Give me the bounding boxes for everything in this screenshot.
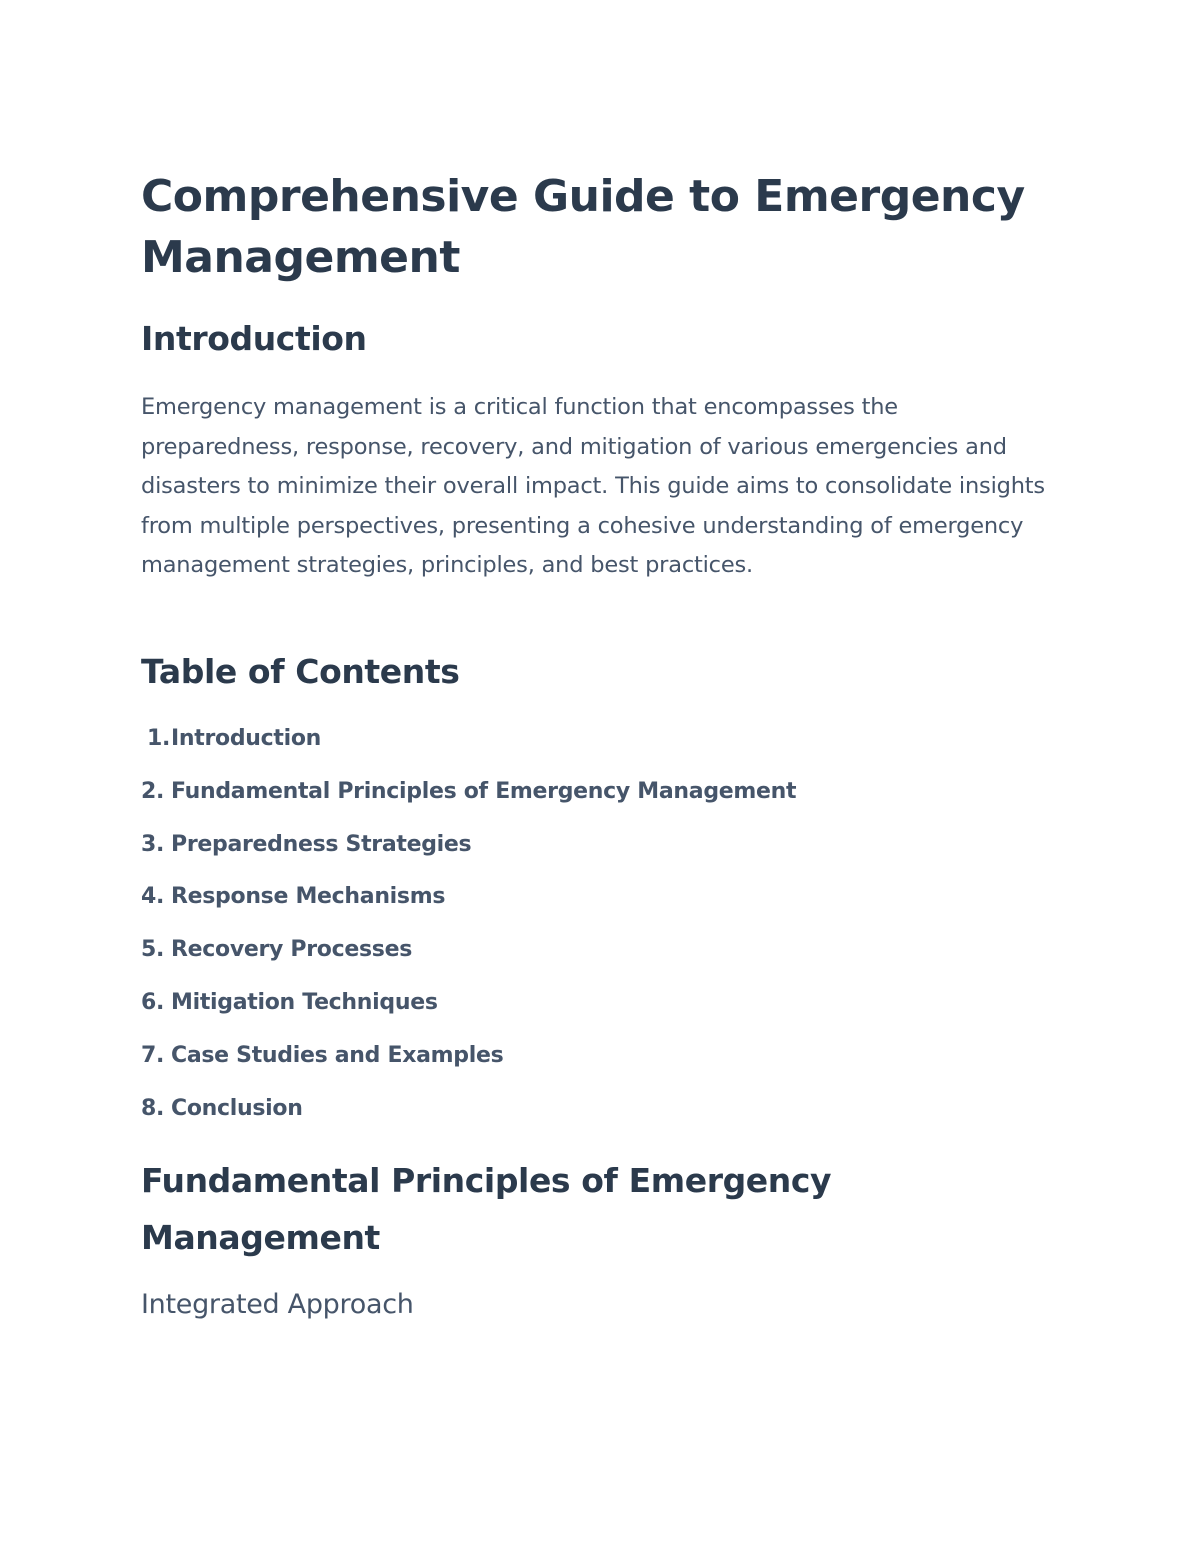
fundamental-principles-heading: Fundamental Principles of Emergency Management	[141, 1161, 832, 1257]
toc-item-number: 6.	[141, 989, 165, 1015]
table-of-contents	[141, 719, 796, 1141]
toc-item-conclusion[interactable]	[141, 1089, 796, 1142]
toc-item-label: Case Studies and Examples	[171, 1042, 504, 1068]
toc-item-number: 4.	[141, 884, 165, 910]
toc-item-number: 5.	[141, 937, 165, 963]
toc-item-recovery[interactable]	[141, 930, 796, 983]
toc-item-number: 3.	[141, 831, 165, 857]
integrated-approach-subheading: Integrated Approach	[141, 1289, 414, 1320]
toc-item-label: Introduction	[171, 726, 322, 751]
toc-item-label: Response Mechanisms	[171, 884, 446, 910]
toc-item-response[interactable]	[141, 877, 796, 930]
toc-item-preparedness[interactable]	[141, 825, 796, 878]
page-title: Comprehensive Guide to Emergency Management	[141, 171, 1025, 283]
toc-item-number: 7.	[141, 1042, 165, 1068]
toc-heading: Table of Contents	[141, 652, 460, 691]
toc-item-label: Mitigation Techniques	[171, 989, 438, 1015]
toc-item-label: Preparedness Strategies	[171, 831, 472, 857]
toc-item-number: 8.	[141, 1095, 165, 1121]
toc-item-introduction[interactable]	[141, 719, 796, 772]
introduction-heading: Introduction	[141, 319, 367, 358]
toc-item-number: 2.	[141, 778, 165, 804]
toc-item-label: Fundamental Principles of Emergency Management	[171, 778, 797, 804]
toc-item-mitigation[interactable]	[141, 983, 796, 1036]
toc-item-label: Recovery Processes	[171, 937, 412, 963]
toc-item-case-studies[interactable]	[141, 1036, 796, 1089]
toc-item-fundamental-principles[interactable]	[141, 772, 796, 825]
toc-item-number: 1.	[147, 726, 171, 751]
introduction-paragraph: Emergency management is a critical function that encompasses the preparedness, response, recovery, and mitigation of various emergencies and disasters to minimize their overall impact. This guide aims to consolidate insights from multiple perspectives, presenting a cohesive understanding of emergency management strategies, principles, and best practices.	[141, 394, 1045, 579]
toc-item-label: Conclusion	[171, 1095, 303, 1121]
